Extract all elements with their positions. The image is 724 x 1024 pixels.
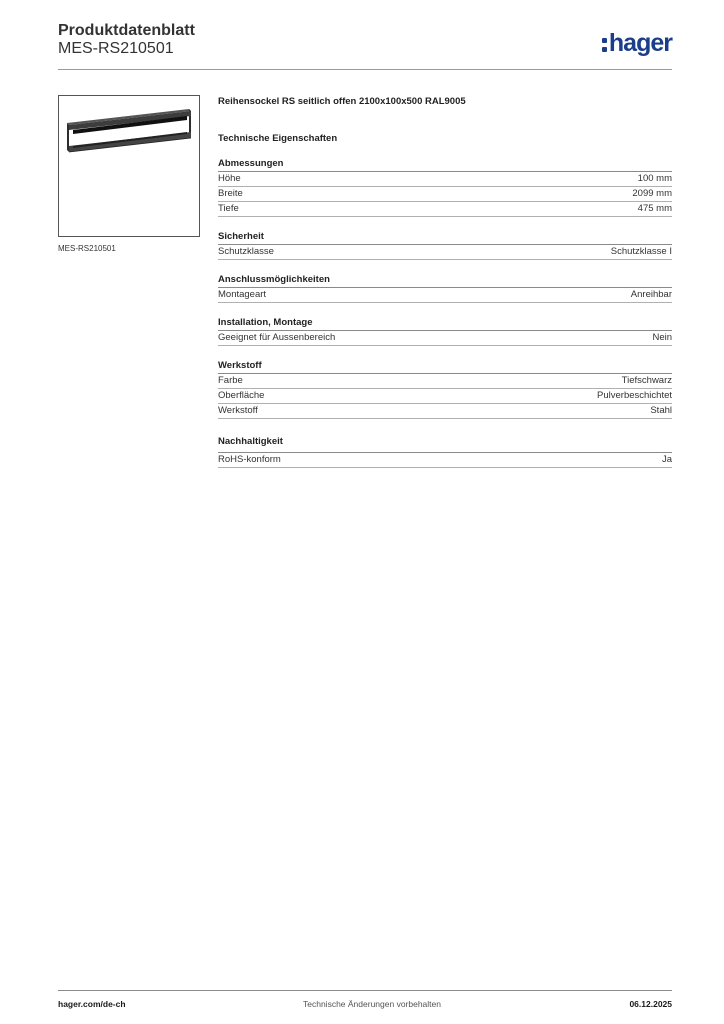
section-dimensions bbox=[218, 158, 672, 217]
property-row bbox=[218, 172, 672, 187]
footer-note: Technische Änderungen vorbehalten bbox=[303, 999, 441, 1009]
section-title: Nachhaltigkeit bbox=[218, 436, 672, 453]
section-title: Anschlussmöglichkeiten bbox=[218, 274, 672, 288]
property-row bbox=[218, 374, 672, 389]
property-value: Nein bbox=[652, 332, 672, 343]
property-row bbox=[218, 187, 672, 202]
section-title: Installation, Montage bbox=[218, 317, 672, 331]
property-label: Montageart bbox=[218, 289, 267, 300]
property-label: Tiefe bbox=[218, 203, 239, 214]
hager-logo bbox=[602, 28, 672, 58]
product-image-caption: MES-RS210501 bbox=[58, 244, 116, 253]
property-label: Höhe bbox=[218, 173, 241, 184]
section-material bbox=[218, 360, 672, 419]
property-label: Farbe bbox=[218, 375, 243, 386]
property-row bbox=[218, 453, 672, 468]
page-header bbox=[58, 20, 672, 70]
section-title: Abmessungen bbox=[218, 158, 672, 172]
property-value: Anreihbar bbox=[630, 289, 672, 300]
property-value: Pulverbeschichtet bbox=[597, 390, 672, 401]
product-details bbox=[218, 96, 672, 468]
section-title: Werkstoff bbox=[218, 360, 672, 374]
section-connection bbox=[218, 274, 672, 303]
property-label: Schutzklasse bbox=[218, 246, 274, 257]
footer-date: 06.12.2025 bbox=[629, 999, 672, 1009]
property-row bbox=[218, 331, 672, 346]
property-label: RoHS-konform bbox=[218, 454, 281, 465]
logo-text: hager bbox=[608, 28, 672, 57]
product-image bbox=[58, 95, 200, 237]
property-row bbox=[218, 404, 672, 419]
property-value: 100 mm bbox=[637, 173, 672, 184]
property-value: Ja bbox=[661, 454, 672, 465]
property-value: Stahl bbox=[650, 405, 672, 416]
property-value: Tiefschwarz bbox=[621, 375, 672, 386]
section-sustainability bbox=[218, 436, 672, 468]
property-label: Breite bbox=[218, 188, 243, 199]
property-value: 2099 mm bbox=[632, 188, 672, 199]
section-installation bbox=[218, 317, 672, 346]
socket-frame-icon bbox=[59, 96, 199, 236]
product-title: Reihensockel RS seitlich offen 2100x100x500 RAL9005 bbox=[218, 96, 466, 107]
property-label: Geeignet für Aussenbereich bbox=[218, 332, 336, 343]
document-type: Produktdatenblatt bbox=[58, 22, 195, 39]
property-value: 475 mm bbox=[637, 203, 672, 214]
section-safety bbox=[218, 231, 672, 260]
property-row bbox=[218, 245, 672, 260]
footer-website-link[interactable]: hager.com/de-ch bbox=[58, 999, 126, 1009]
logo-dots-icon bbox=[602, 38, 607, 52]
technical-properties-heading: Technische Eigenschaften bbox=[218, 133, 338, 144]
property-row bbox=[218, 288, 672, 303]
property-row bbox=[218, 389, 672, 404]
property-value: Schutzklasse I bbox=[610, 246, 672, 257]
property-label: Oberfläche bbox=[218, 390, 265, 401]
property-label: Werkstoff bbox=[218, 405, 258, 416]
page-footer bbox=[58, 990, 672, 1009]
property-row bbox=[218, 202, 672, 217]
document-code: MES-RS210501 bbox=[58, 40, 174, 57]
section-title: Sicherheit bbox=[218, 231, 672, 245]
